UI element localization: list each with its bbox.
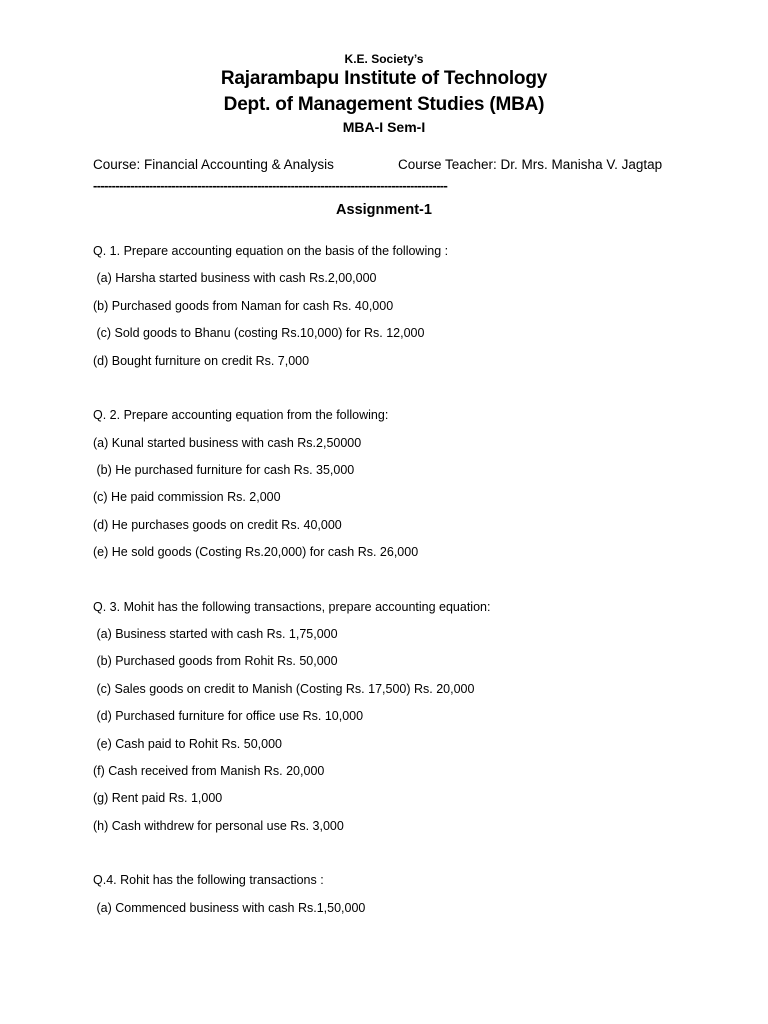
question-2-title: Q. 2. Prepare accounting equation from the following: <box>93 408 389 422</box>
course-name: Course: Financial Accounting & Analysis <box>93 157 334 172</box>
question-3-title: Q. 3. Mohit has the following transactions, prepare accounting equation: <box>93 600 491 614</box>
question-2-item-b: (b) He purchased furniture for cash Rs. 35,000 <box>93 463 355 477</box>
question-4-item-a: (a) Commenced business with cash Rs.1,50,000 <box>93 901 366 915</box>
question-2-item-d: (d) He purchases goods on credit Rs. 40,000 <box>93 518 342 532</box>
assignment-title: Assignment-1 <box>336 202 432 218</box>
question-2-item-e: (e) He sold goods (Costing Rs.20,000) for cash Rs. 26,000 <box>93 545 419 559</box>
question-3-item-g: (g) Rent paid Rs. 1,000 <box>93 791 223 805</box>
department-name: Dept. of Management Studies (MBA) <box>223 94 545 115</box>
question-2-item-c: (c) He paid commission Rs. 2,000 <box>93 490 281 504</box>
semester-label: MBA-I Sem-I <box>342 119 426 135</box>
course-info-row <box>93 157 693 172</box>
question-4-title: Q.4. Rohit has the following transactions : <box>93 873 324 887</box>
society-name: K.E. Society’s <box>344 52 424 66</box>
question-1-title: Q. 1. Prepare accounting equation on the basis of the following : <box>93 244 449 258</box>
question-3-item-h: (h) Cash withdrew for personal use Rs. 3,000 <box>93 819 344 833</box>
question-1-item-d: (d) Bought furniture on credit Rs. 7,000 <box>93 354 310 368</box>
question-3-item-d: (d) Purchased furniture for office use Rs. 10,000 <box>93 709 364 723</box>
question-3-item-a: (a) Business started with cash Rs. 1,75,000 <box>93 627 338 641</box>
course-teacher: Course Teacher: Dr. Mrs. Manisha V. Jagtap <box>398 157 663 172</box>
institute-name: Rajarambapu Institute of Technology <box>220 68 548 89</box>
separator-line: ----------------------------------------------------------------------------------------------- <box>93 178 448 193</box>
question-1-item-c: (c) Sold goods to Bhanu (costing Rs.10,000) for Rs. 12,000 <box>93 326 425 340</box>
question-3-item-e: (e) Cash paid to Rohit Rs. 50,000 <box>93 737 282 751</box>
question-1-item-a: (a) Harsha started business with cash Rs.2,00,000 <box>93 271 377 285</box>
question-3-item-b: (b) Purchased goods from Rohit Rs. 50,000 <box>93 654 338 668</box>
question-2-item-a: (a) Kunal started business with cash Rs.2,50000 <box>93 436 362 450</box>
question-3-item-c: (c) Sales goods on credit to Manish (Costing Rs. 17,500) Rs. 20,000 <box>93 682 475 696</box>
question-3-item-f: (f) Cash received from Manish Rs. 20,000 <box>93 764 325 778</box>
question-1-item-b: (b) Purchased goods from Naman for cash Rs. 40,000 <box>93 299 394 313</box>
